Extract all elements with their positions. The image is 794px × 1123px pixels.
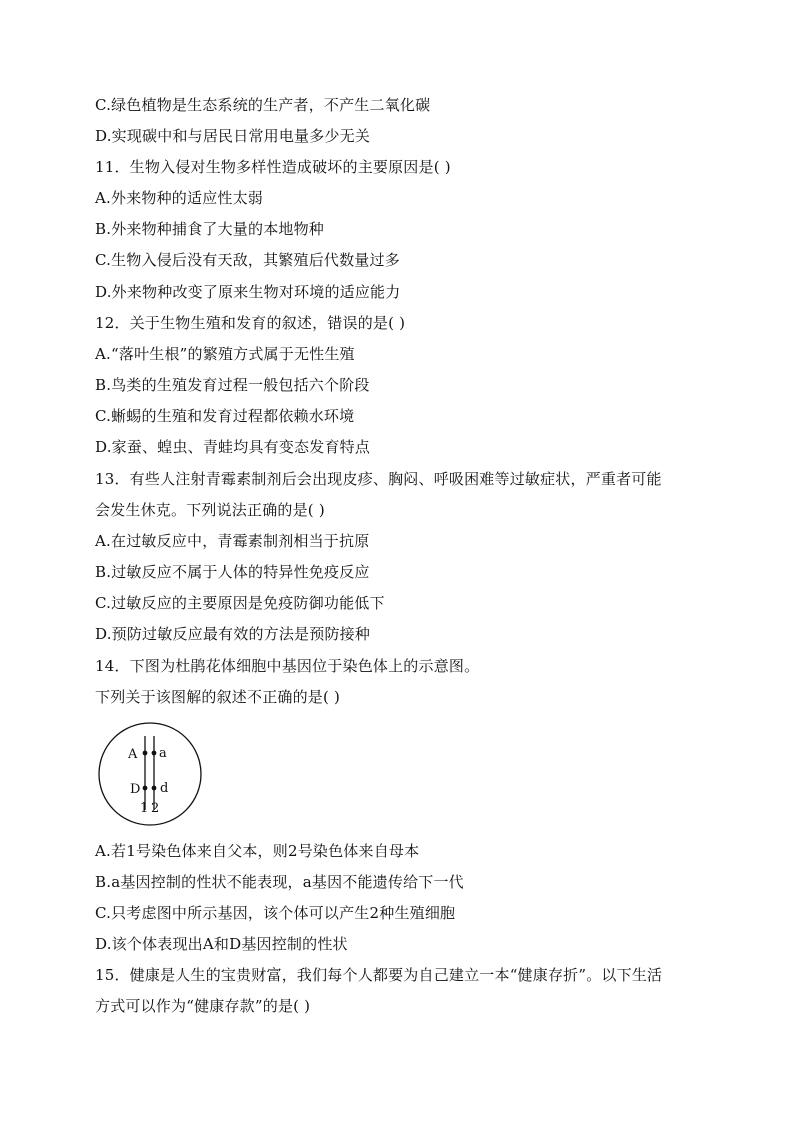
question-12: 12．关于生物生殖和发育的叙述，错误的是( ) xyxy=(95,314,406,332)
label-gene-a: a xyxy=(159,746,167,761)
option-13c: C.过敏反应的主要原因是免疫防御功能低下 xyxy=(95,594,385,612)
option-13b: B.过敏反应不属于人体的特异性免疫反应 xyxy=(95,563,370,581)
gene-locus-D xyxy=(143,786,148,791)
gene-locus-a xyxy=(152,751,157,756)
question-14-cont: 下列关于该图解的叙述不正确的是( ) xyxy=(95,688,341,706)
cell-diagram-svg xyxy=(96,720,204,828)
option-14a: A.若1号染色体来自父本，则2号染色体来自母本 xyxy=(95,842,420,860)
gene-locus-d xyxy=(152,786,157,791)
label-chromosome-1: 1 xyxy=(140,801,149,816)
option-14d: D.该个体表现出A和D基因控制的性状 xyxy=(95,935,348,953)
question-15-cont: 方式可以作为“健康存款”的是( ) xyxy=(95,997,311,1015)
label-gene-A: A xyxy=(128,747,138,762)
chromosome-diagram xyxy=(96,720,204,828)
option-10d: D.实现碳中和与居民日常用电量多少无关 xyxy=(95,127,371,145)
option-13d: D.预防过敏反应最有效的方法是预防接种 xyxy=(95,625,371,643)
question-11: 11．生物入侵对生物多样性造成破坏的主要原因是( ) xyxy=(95,158,451,176)
option-12c: C.蜥蜴的生殖和发育过程都依赖水环境 xyxy=(95,407,355,425)
option-13a: A.在过敏反应中，青霉素制剂相当于抗原 xyxy=(95,532,370,550)
question-15: 15．健康是人生的宝贵财富，我们每个人都要为自己建立一本“健康存折”。以下生活 xyxy=(95,966,663,984)
option-10c: C.绿色植物是生态系统的生产者，不产生二氧化碳 xyxy=(95,96,431,114)
cell-outline xyxy=(99,723,201,825)
option-12d: D.家蚕、蝗虫、青蛙均具有变态发育特点 xyxy=(95,438,371,456)
option-11b: B.外来物种捕食了大量的本地物种 xyxy=(95,220,324,238)
question-13-cont: 会发生休克。下列说法正确的是( ) xyxy=(95,501,325,519)
question-14: 14．下图为杜鹃花体细胞中基因位于染色体上的示意图。 xyxy=(95,657,480,675)
question-13: 13．有些人注射青霉素制剂后会出现皮疹、胸闷、呼吸困难等过敏症状，严重者可能 xyxy=(95,470,662,488)
label-gene-D: D xyxy=(130,782,141,797)
option-12b: B.鸟类的生殖发育过程一般包括六个阶段 xyxy=(95,376,370,394)
option-12a: A.“落叶生根”的繁殖方式属于无性生殖 xyxy=(95,345,355,363)
label-chromosome-2: 2 xyxy=(151,801,160,816)
option-14b: B.a基因控制的性状不能表现，a基因不能遗传给下一代 xyxy=(95,873,464,891)
option-11a: A.外来物种的适应性太弱 xyxy=(95,189,264,207)
option-11d: D.外来物种改变了原来生物对环境的适应能力 xyxy=(95,283,401,301)
label-gene-d: d xyxy=(160,781,169,796)
option-11c: C.生物入侵后没有天敌，其繁殖后代数量过多 xyxy=(95,251,400,269)
gene-locus-A xyxy=(143,751,148,756)
option-14c: C.只考虑图中所示基因，该个体可以产生2种生殖细胞 xyxy=(95,904,456,922)
